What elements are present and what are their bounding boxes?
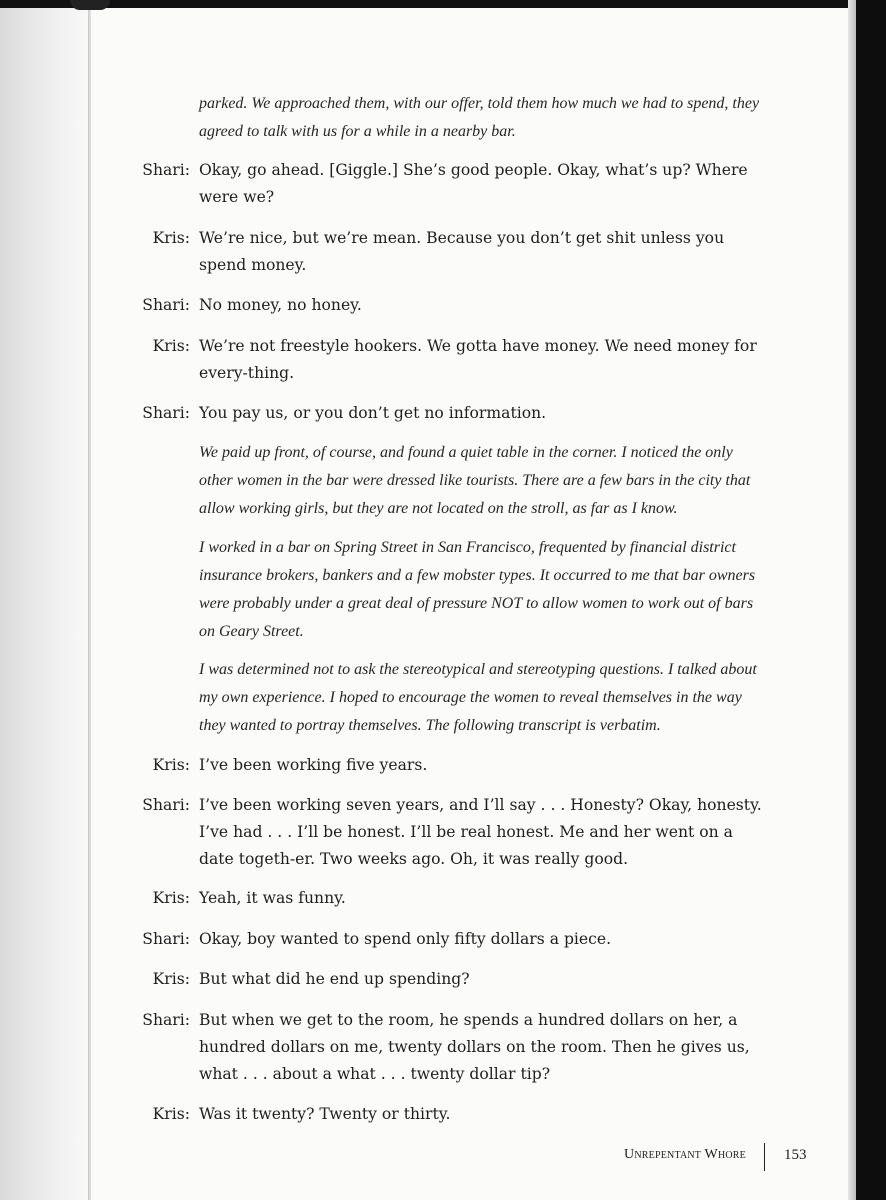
speaker-label: Shari: [142, 296, 190, 314]
speaker-label: Kris: [152, 970, 190, 988]
speech-text: I’ve been working seven years, and I’ll say . . . Honesty? Okay, honesty. I’ve had . . . I’ll be honest. I’ll be real honest. Me and her went on a date togeth-er. Two weeks ago. Oh, it was really good. [199, 796, 762, 868]
speaker-label: Kris: [152, 1105, 190, 1123]
speaker-label: Kris: [152, 337, 190, 355]
speaker-label: Shari: [142, 404, 190, 422]
speech-text: You pay us, or you don’t get no information. [199, 404, 547, 422]
speaker-label: Shari: [142, 796, 190, 814]
speech-text: Yeah, it was funny. [199, 889, 346, 907]
footer-divider [764, 1143, 765, 1171]
narration-paragraph: I was determined not to ask the stereotypical and stereotyping questions. I talked about my own experience. I hoped to encourage the women to reveal themselves in the way they wanted to portray themselves. The following transcript is verbatim. [199, 661, 757, 734]
narration-paragraph: I worked in a bar on Spring Street in San Francisco, frequented by financial district insurance brokers, bankers and a few mobster types. It occurred to me that bar owners were probably under a great deal of pressure NOT to allow women to work out of bars on Geary Street. [199, 539, 756, 640]
page-footer [600, 1143, 810, 1173]
speaker-label: Kris: [152, 229, 190, 247]
narration-intro: parked. We approached them, with our offer, told them how much we had to spend, they agreed to talk with us for a while in a nearby bar. [199, 95, 760, 140]
speaker-label: Kris: [152, 756, 190, 774]
speaker-label: Kris: [152, 889, 190, 907]
speech-text: Was it twenty? Twenty or thirty. [199, 1105, 451, 1123]
narration-paragraph: We paid up front, of course, and found a quiet table in the corner. I noticed the only other women in the bar were dressed like tourists. There are a few bars in the city that allow working girls, but they are not located on the stroll, as far as I know. [199, 444, 751, 517]
speech-text: Okay, go ahead. [Giggle.] She’s good people. Okay, what’s up? Where were we? [199, 161, 748, 206]
speech-text: We’re not freestyle hookers. We gotta have money. We need money for every-thing. [199, 337, 757, 382]
speaker-label: Shari: [142, 930, 190, 948]
speech-text: I’ve been working five years. [199, 756, 428, 774]
speech-text: We’re nice, but we’re mean. Because you don’t get shit unless you spend money. [199, 229, 725, 274]
speaker-label: Shari: [142, 161, 190, 179]
speech-text: No money, no honey. [199, 296, 362, 314]
page-number: 153 [784, 1147, 807, 1163]
speech-text: But when we get to the room, he spends a hundred dollars on her, a hundred dollars on me, twenty dollars on the room. Then he gives us, what . . . about a what . . . twenty dollar tip? [199, 1011, 750, 1083]
speaker-label: Shari: [142, 1011, 190, 1029]
speech-text: But what did he end up spending? [199, 970, 470, 988]
speech-text: Okay, boy wanted to spend only fifty dollars a piece. [199, 930, 612, 948]
running-title: Unrepentant Whore [624, 1147, 746, 1162]
